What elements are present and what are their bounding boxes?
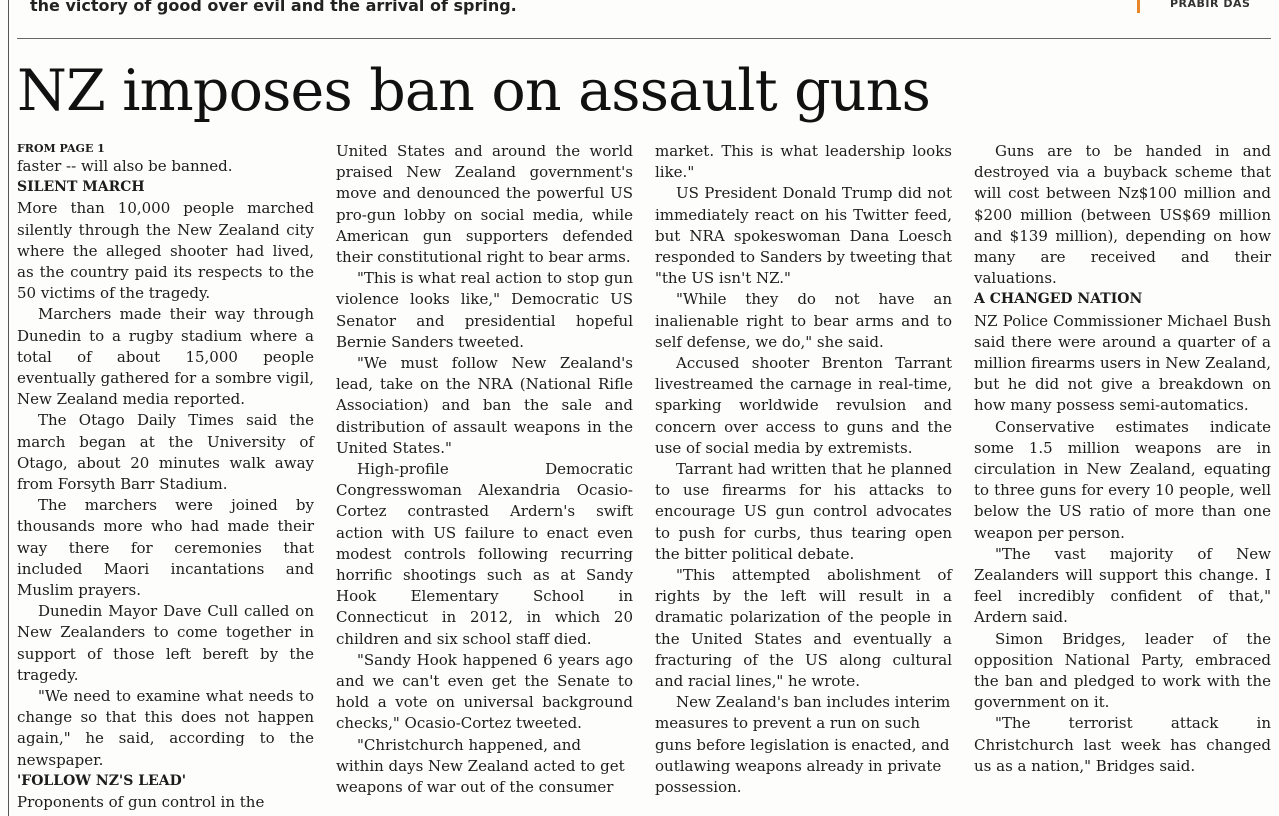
paragraph: market. This is what leadership looks like.": [655, 142, 952, 182]
paragraph: "This attempted abolishment of rights by the left will result in a dramatic polarization of the people in the United States and eventually a fracturing of the US along cultural and racial lines," he wrote.: [655, 566, 952, 691]
article-column-4: [974, 141, 1271, 777]
paragraph: Accused shooter Brenton Tarrant livestreamed the carnage in real-time, sparking worldwide revulsion and concern over access to guns and the use of social media by extremists.: [655, 354, 952, 457]
previous-story-strip: the victory of good over evil and the arrival of spring.: [30, 0, 517, 15]
paragraph: Proponents of gun control in the: [17, 793, 265, 812]
paragraph: "The terrorist attack in Christchurch last week has changed us as a nation," Bridges said.: [974, 714, 1271, 775]
paragraph: "This is what real action to stop gun violence looks like," Democratic US Senator and presidential hopeful Bernie Sanders tweeted.: [336, 269, 633, 351]
accent-bar: [1137, 0, 1140, 13]
paragraph: Marchers made their way through Dunedin to a rugby stadium where a total of about 15,000 people eventually gathered for a sombre vigil, New Zealand media reported.: [17, 305, 314, 409]
subhead: SILENT MARCH: [17, 179, 145, 196]
paragraph: United States and around the world praised New Zealand government's move and denounced the powerful US pro-gun lobby on social media, while American gun supporters defended their constitutional right to bear arms.: [336, 142, 633, 267]
photo-byline: PRABIR DAS: [1170, 0, 1251, 10]
paragraph: "While they do not have an inalienable right to bear arms and to self defense, we do," she said.: [655, 290, 952, 351]
headline: NZ imposes ban on assault guns: [17, 58, 931, 124]
paragraph: The marchers were joined by thousands more who had made their way there for ceremonies that included Maori incantations and Muslim prayers.: [17, 496, 314, 600]
section-rule: [17, 38, 1271, 39]
paragraph: The Otago Daily Times said the march began at the University of Otago, about 20 minutes walk away from Forsyth Barr Stadium.: [17, 411, 314, 494]
paragraph: faster -- will also be banned.: [17, 157, 233, 175]
paragraph: High-profile Democratic Congresswoman Alexandria Ocasio-Cortez contrasted Ardern's swift action with US failure to enact even modest controls following recurring horrific shootings such as at Sandy Hook Elementary School in Connecticut in 2012, in which 20 children and six school staff died.: [336, 460, 633, 648]
jump-label: FROM PAGE 1: [17, 142, 105, 155]
article-column-3: [655, 141, 952, 798]
article-column-1: [17, 141, 314, 813]
paragraph: "Christchurch happened, and within days New Zealand acted to get weapons of war out of the consumer: [336, 735, 625, 797]
paragraph: Guns are to be handed in and destroyed via a buyback scheme that will cost between Nz$100 million and $200 million (between US$69 million and $139 million), depending on how many are received and their valuations.: [974, 142, 1271, 288]
paragraph: "We need to examine what needs to change so that this does not happen again," he said, according to the newspaper.: [17, 687, 314, 769]
paragraph: "We must follow New Zealand's lead, take on the NRA (National Rifle Association) and ban the sale and distribution of assault weapons in the United States.": [336, 354, 633, 457]
paragraph: "The vast majority of New Zealanders will support this change. I feel incredibly confident of that," Ardern said.: [974, 544, 1271, 627]
paragraph: NZ Police Commissioner Michael Bush said there were around a quarter of a million firearms users in New Zealand, but he did not give a breakdown on how many possess semi-automatics.: [974, 311, 1271, 415]
page-border: [8, 0, 9, 816]
paragraph: "Sandy Hook happened 6 years ago and we can't even get the Senate to hold a vote on universal background checks," Ocasio-Cortez tweeted.: [336, 650, 633, 733]
subhead: A CHANGED NATION: [974, 291, 1143, 308]
subhead: 'FOLLOW NZ'S LEAD': [17, 772, 186, 789]
paragraph: More than 10,000 people marched silently through the New Zealand city where the alleged shooter had lived, as the country paid its respects to the 50 victims of the tragedy.: [17, 199, 314, 303]
paragraph: Dunedin Mayor Dave Cull called on New Zealanders to come together in support of those left bereft by the tragedy.: [17, 602, 314, 684]
paragraph: US President Donald Trump did not immediately react on his Twitter feed, but NRA spokeswoman Dana Loesch responded to Sanders by tweeting that "the US isn't NZ.": [655, 184, 952, 288]
paragraph: New Zealand's ban includes interim measures to prevent a run on such guns before legislation is enacted, and outlawing weapons already in private possession.: [655, 693, 951, 797]
paragraph: Conservative estimates indicate some 1.5 million weapons are in circulation in New Zealand, equating to three guns for every 10 people, well below the US ratio of more than one weapon per person.: [974, 417, 1271, 542]
article-column-2: [336, 141, 633, 798]
paragraph: Tarrant had written that he planned to use firearms for his attacks to encourage US gun control advocates to push for curbs, thus tearing open the bitter political debate.: [655, 460, 952, 563]
paragraph: Simon Bridges, leader of the opposition National Party, embraced the ban and pledged to work with the government on it.: [974, 629, 1271, 712]
